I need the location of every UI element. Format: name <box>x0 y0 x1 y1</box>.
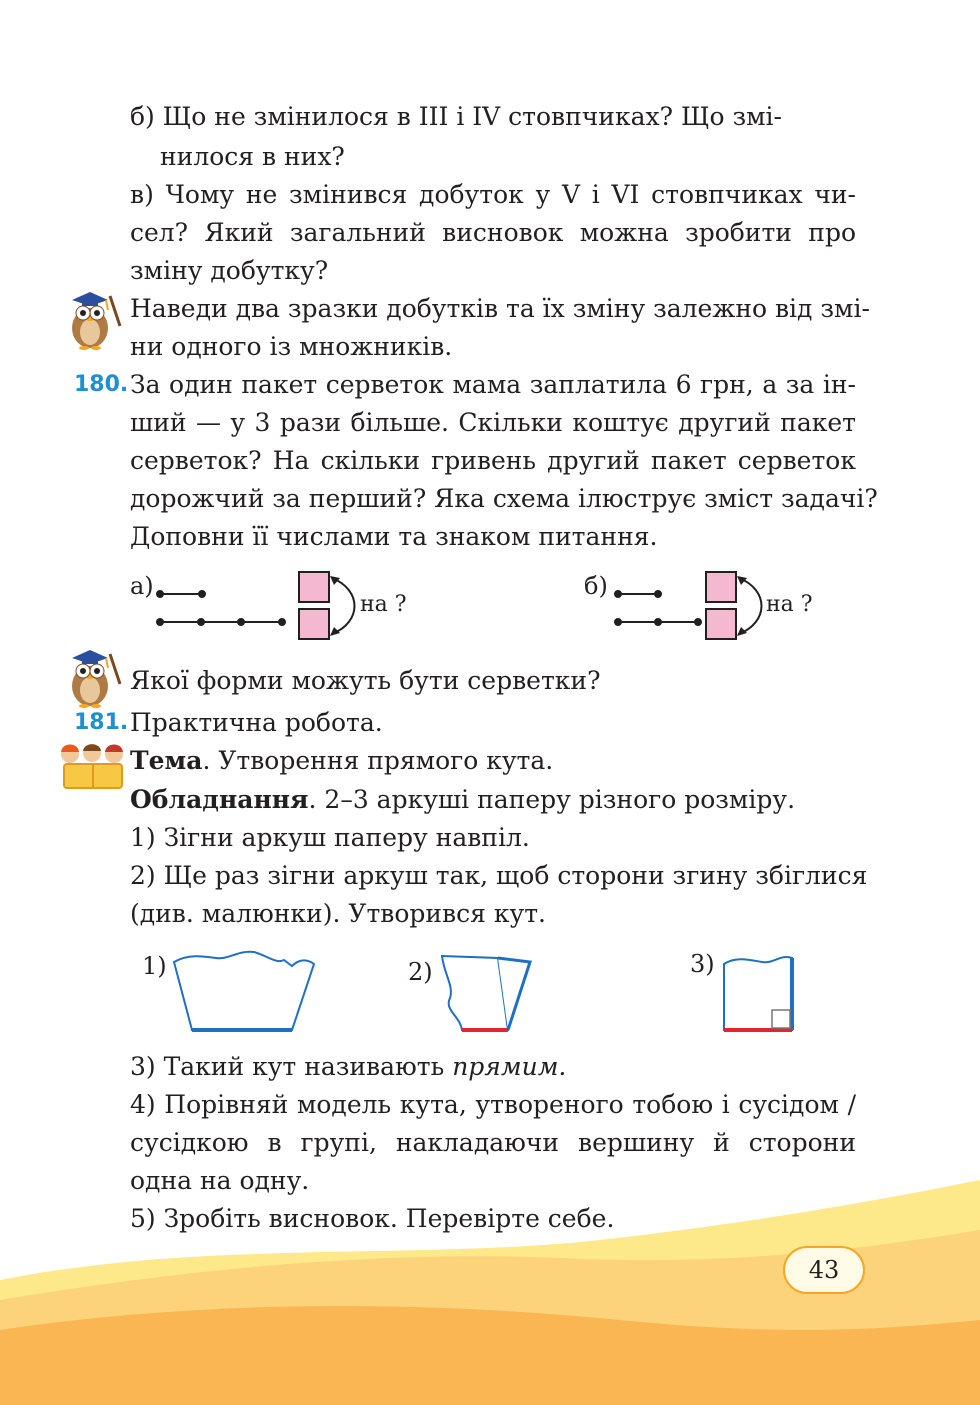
owl-teacher-icon <box>62 286 126 352</box>
owl-task1-line2: ни одного із множників. <box>130 332 453 361</box>
topic-label: Тема <box>130 746 203 775</box>
topic-text: . Утворення прямого кута. <box>202 746 554 775</box>
step-3-emphasis: прямим. <box>452 1052 567 1081</box>
step-4-line1: 4) Порівняй модель кута, утвореного тобою і сусідом / <box>130 1090 856 1119</box>
owl-teacher-icon <box>62 644 126 710</box>
step-3 <box>130 1048 856 1086</box>
children-reading-icon <box>56 740 128 790</box>
diagram-a-question: на ? <box>360 592 407 617</box>
question-b-line2: нилося в них? <box>160 142 345 171</box>
figure-1-label: 1) <box>142 952 167 980</box>
step-2-line1: 2) Ще раз зігни аркуш так, щоб сторони згину збіглися <box>130 861 868 890</box>
task-number-181: 181. <box>74 710 129 735</box>
diagram-a-label: а) <box>130 572 154 600</box>
step-3-text: 3) Такий кут називають <box>130 1052 453 1081</box>
fold-figure-2 <box>436 950 546 1040</box>
task180-line2: ший — у 3 рази більше. Скільки коштує другий пакет <box>130 408 856 437</box>
question-v-line2: сел? Який загальний висновок можна зробити про <box>130 218 856 247</box>
equipment-label: Обладнання <box>130 785 309 814</box>
equipment-line <box>130 781 856 819</box>
owl-task1-line1: Наведи два зразки добутків та їх зміну залежно від змі- <box>130 294 870 323</box>
step-4-line2: сусідкою в групі, накладаючи вершину й сторони <box>130 1128 856 1157</box>
step-1: 1) Зігни аркуш паперу навпіл. <box>130 823 530 852</box>
owl-task2: Якої форми можуть бути серветки? <box>130 666 601 695</box>
task180-line5: Доповни її числами та знаком питання. <box>130 522 658 551</box>
diagram-b-label: б) <box>584 572 608 600</box>
step-4-line3: одна на одну. <box>130 1166 310 1195</box>
step-2-line2: (див. малюнки). Утворився кут. <box>130 899 546 928</box>
fold-figure-1 <box>168 946 328 1038</box>
task-number-180: 180. <box>74 372 129 397</box>
figure-2-label: 2) <box>408 958 433 986</box>
figure-3-label: 3) <box>690 950 715 978</box>
task180-line3: серветок? На скільки гривень другий пакет серветок <box>130 446 856 475</box>
topic-line <box>130 742 856 780</box>
step-5: 5) Зробіть висновок. Перевірте себе. <box>130 1204 615 1233</box>
question-v-line1: в) Чому не змінився добуток у V і VI стовпчиках чи- <box>130 180 856 209</box>
task180-line4: дорожчий за перший? Яка схема ілюструє зміст задачі? <box>130 484 878 513</box>
diagram-b-question: на ? <box>766 592 813 617</box>
question-b-line1: б) Що не змінилося в III і IV стовпчиках? Що змі- <box>130 102 782 131</box>
task180-line1: За один пакет серветок мама заплатила 6 грн, а за ін- <box>130 370 856 399</box>
page-number: 43 <box>783 1246 865 1294</box>
fold-figure-3 <box>718 948 802 1038</box>
task181-title: Практична робота. <box>130 708 383 737</box>
question-v-line3: зміну добутку? <box>130 256 329 285</box>
equipment-text: . 2–3 аркуші паперу різного розміру. <box>308 785 796 814</box>
